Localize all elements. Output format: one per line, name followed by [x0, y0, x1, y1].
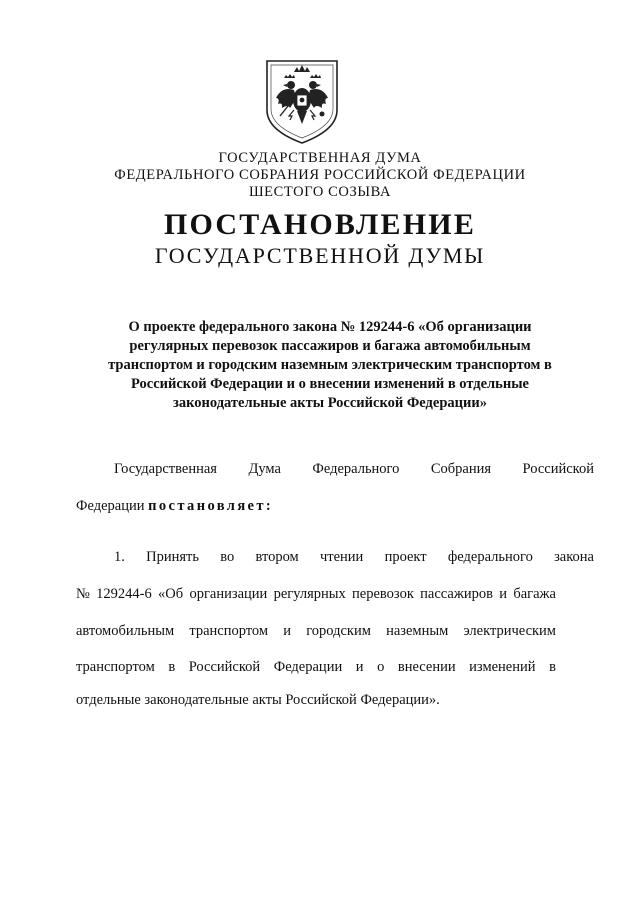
document-subtitle: ГОСУДАРСТВЕННОЙ ДУМЫ: [154, 243, 486, 268]
document-header: [0, 150, 640, 201]
item-line: [76, 623, 556, 640]
item-word: Федерации: [273, 659, 343, 675]
item-line: [114, 549, 594, 566]
preamble-word: Дума: [248, 461, 281, 477]
subject-line: О проекте федерального закона № 129244-6 «Об организации: [128, 319, 532, 335]
item-word: о: [377, 659, 385, 675]
item-word: проект: [384, 549, 427, 565]
item-word: транспортом: [76, 659, 155, 675]
item-word: организации: [189, 586, 268, 602]
subject-line: законодательные акты Российской Федерации»: [173, 395, 487, 411]
subject-line: регулярных перевозок пассажиров и багажа автомобильным: [129, 338, 531, 354]
preamble-line: [76, 498, 556, 515]
item-line: [76, 659, 556, 676]
item-word: №: [76, 586, 90, 602]
item-word: закона: [554, 549, 594, 565]
item-word: Российской: [188, 659, 261, 675]
item-word: в: [549, 659, 556, 675]
item-word: регулярных: [273, 586, 346, 602]
item-word: федерального: [447, 549, 533, 565]
header-line-duma: ГОСУДАРСТВЕННАЯ ДУМА: [218, 150, 422, 166]
item-word: во: [220, 549, 235, 565]
item-word: и: [283, 623, 292, 639]
preamble-word: Собрания: [430, 461, 492, 477]
item-word: «Об: [158, 586, 184, 602]
item-last-line: отдельные законодательные акты Российской Федерации».: [76, 692, 440, 708]
header-line-convocation: ШЕСТОГО СОЗЫВА: [248, 184, 392, 200]
item-word: и: [355, 659, 364, 675]
item-word: перевозок: [352, 586, 414, 602]
preamble-word: Федерального: [312, 461, 400, 477]
subject-line: транспортом и городским наземным электрическим транспортом в: [108, 357, 552, 373]
item-word: и: [499, 586, 508, 602]
preamble-word: Государственная: [114, 461, 217, 477]
header-line-assembly: ФЕДЕРАЛЬНОГО СОБРАНИЯ РОССИЙСКОЙ ФЕДЕРАЦИИ: [114, 167, 526, 183]
item-word: наземным: [386, 623, 449, 639]
item-word: в: [168, 659, 176, 675]
item-word: втором: [255, 549, 299, 565]
item-line: [76, 586, 556, 603]
preamble-word: Федерации: [76, 498, 145, 514]
item-word: чтении: [319, 549, 364, 565]
item-word: городским: [306, 623, 371, 639]
double-headed-eagle-icon: [264, 58, 340, 146]
preamble-word: Российской: [522, 461, 594, 477]
item-word: внесении: [397, 659, 456, 675]
item-word: автомобильным: [76, 623, 175, 639]
item-word: изменений: [469, 659, 536, 675]
preamble-line: [114, 461, 594, 478]
item-word: 1.: [114, 549, 125, 565]
subject-line: Российской Федерации и о внесении изменений в отдельные: [131, 376, 529, 392]
item-word: электрическим: [463, 623, 556, 639]
item-word: транспортом: [189, 623, 269, 639]
item-word: пассажиров: [420, 586, 493, 602]
item-word: 129244-6: [96, 586, 152, 602]
state-emblem: [264, 58, 340, 146]
resolves-verb: постановляет:: [148, 498, 274, 514]
document-title: ПОСТАНОВЛЕНИЕ: [163, 208, 477, 241]
item-line: [76, 692, 556, 709]
item-word: Принять: [146, 549, 199, 565]
item-word: багажа: [513, 586, 556, 602]
resolution-subject: [100, 318, 560, 413]
